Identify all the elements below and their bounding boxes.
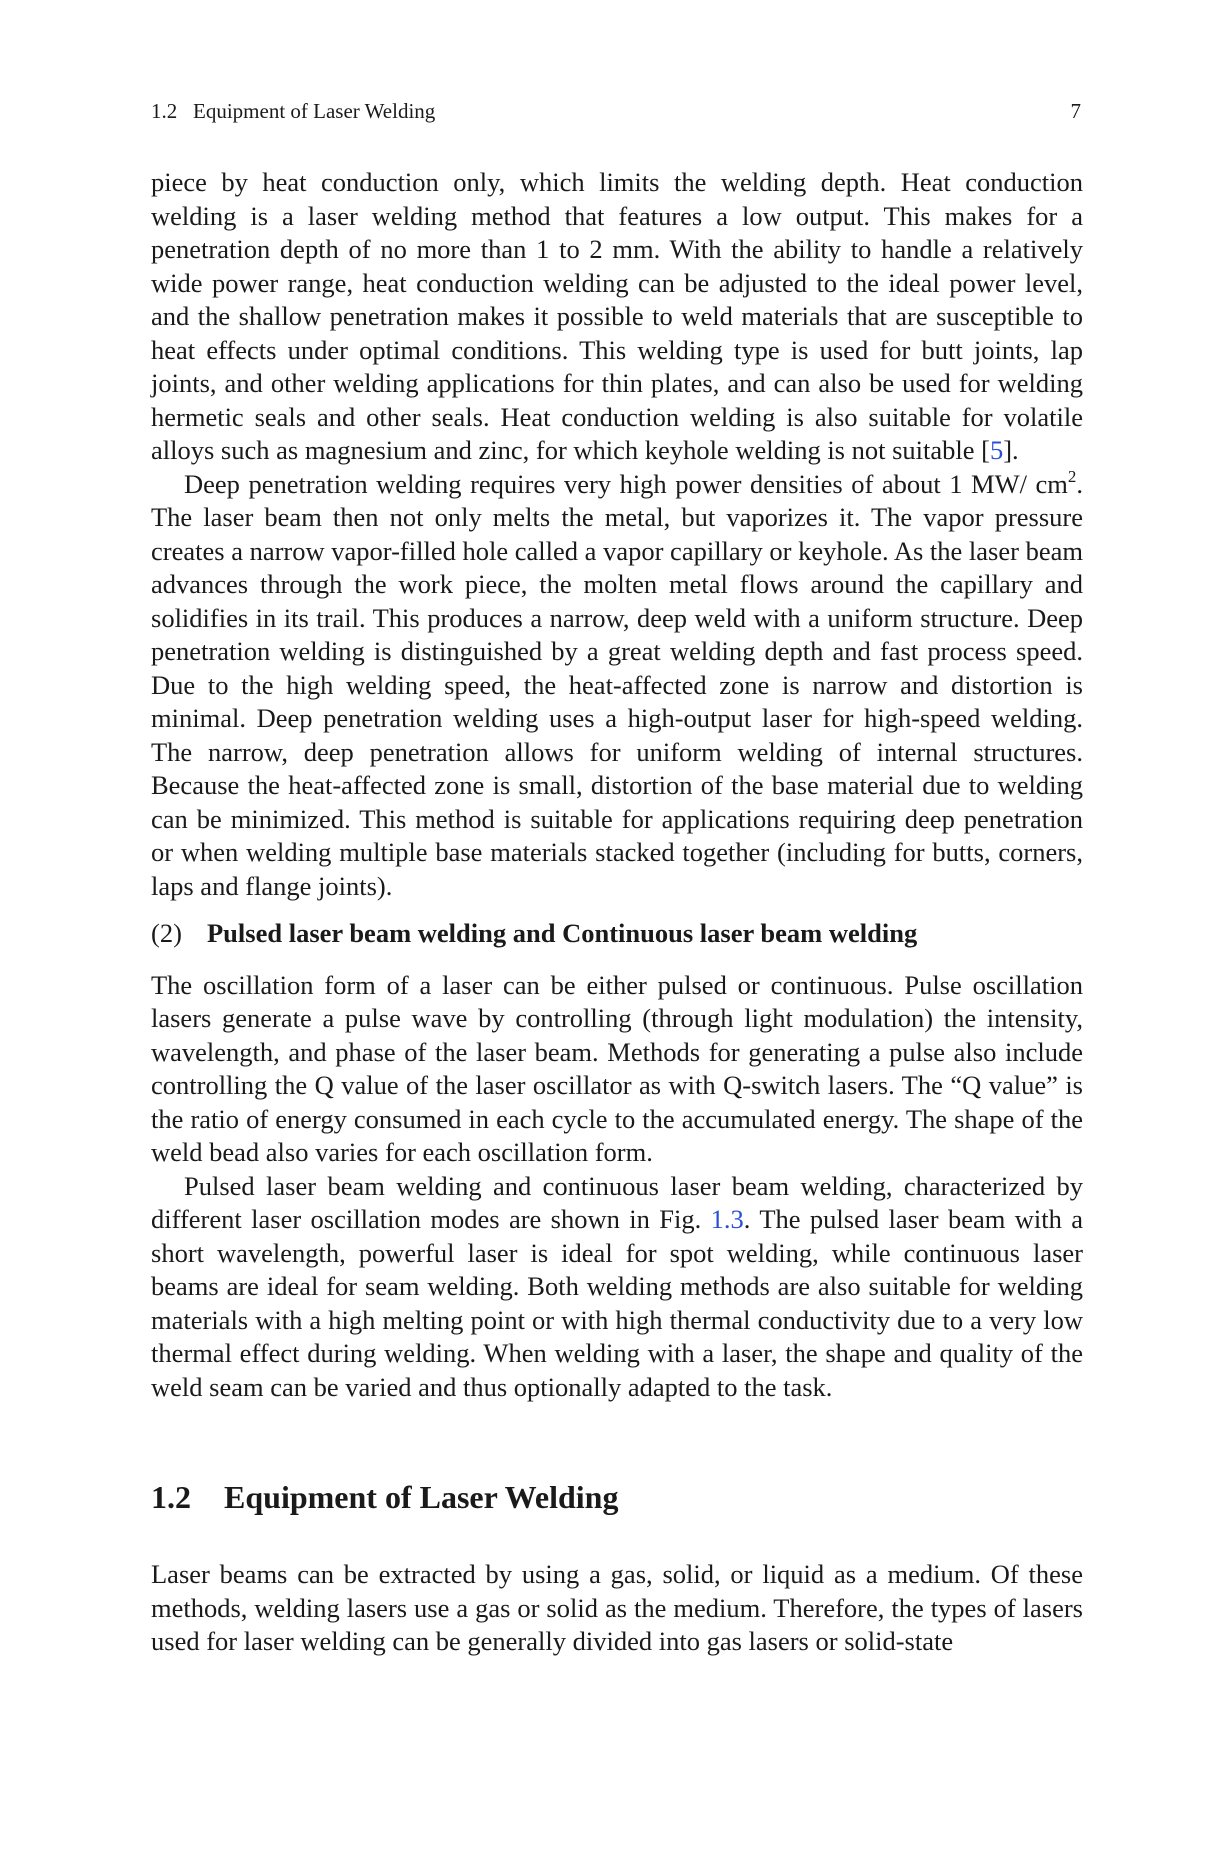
- paragraph-heat-conduction: [151, 166, 1083, 468]
- paragraph-equipment: [151, 1558, 1083, 1659]
- section-heading: [151, 1478, 1083, 1516]
- paragraph-text: ].: [1003, 435, 1019, 465]
- subsection-title: Pulsed laser beam welding and Continuous laser beam welding: [207, 918, 918, 948]
- subsection-number: (2): [151, 918, 182, 948]
- paragraph-text: . The pulsed laser beam with a short wavelength, powerful laser is ideal for spot welding, while continuous laser beams are ideal for seam welding. Both welding methods are also suitable for welding materials with a high melting point or with high thermal conductivity due to a very low thermal effect during welding. When welding with a laser, the shape and quality of the weld seam can be varied and thus optionally adapted to the task.: [151, 1204, 1083, 1402]
- running-head: [151, 98, 1081, 124]
- section-number: 1.2: [151, 1479, 191, 1515]
- paragraph-text: The oscillation form of a laser can be either pulsed or continuous. Pulse oscillation lasers generate a pulse wave by controlling (through light modulation) the intensity, wavelength, and phase of the laser beam. Methods for generating a pulse also include controlling the Q value of the laser oscillator as with Q-switch lasers. The “Q value” is the ratio of energy consumed in each cycle to the accumulated energy. The shape of the weld bead also varies for each oscillation form.: [151, 969, 1083, 1167]
- figure-link[interactable]: 1.3: [710, 1204, 744, 1234]
- subsection-heading: [151, 917, 1083, 951]
- paragraph-text: Laser beams can be extracted by using a gas, solid, or liquid as a medium. Of these methods, welding lasers use a gas or solid as the medium. Therefore, the types of lasers used for laser welding can be generally divided into gas lasers or solid-state: [151, 1559, 1083, 1656]
- citation-link[interactable]: 5: [989, 435, 1004, 465]
- paragraph-oscillation: [151, 969, 1083, 1170]
- running-title: 1.2 Equipment of Laser Welding: [151, 99, 436, 123]
- paragraph-text: Deep penetration welding requires very high power densities of about 1 MW/ cm: [184, 468, 1068, 499]
- page-body: [151, 166, 1083, 1659]
- section-title: Equipment of Laser Welding: [224, 1479, 619, 1515]
- paragraph-text: Pulsed laser beam welding and continuous laser beam welding, characterized by different laser oscillation modes are shown in Fig.: [151, 1170, 1083, 1234]
- paragraph-text: . The laser beam then not only melts the metal, but vaporizes it. The vapor pressure creates a narrow vapor-filled hole called a vapor capillary or keyhole. As the laser beam advances through the work piece, the molten metal flows around the capillary and solidifies in its trail. This produces a narrow, deep weld with a uniform structure. Deep penetration welding is distinguished by a great welding depth and fast process speed. Due to the high welding speed, the heat-affected zone is narrow and distortion is minimal. Deep penetration welding uses a high-output laser for high-speed welding. The narrow, deep penetration allows for uniform welding of internal structures. Because the heat-affected zone is small, distortion of the base material due to welding can be minimized. This method is suitable for applications requiring deep penetration or when welding multiple base materials stacked together (including for butts, corners, laps and flange joints).: [151, 468, 1083, 901]
- paragraph-deep-penetration: [151, 468, 1083, 904]
- paragraph-text: piece by heat conduction only, which limits the welding depth. Heat conduction welding is a laser welding method that features a low output. This makes for a penetration depth of no more than 1 to 2 mm. With the ability to handle a relatively wide power range, heat conduction welding can be adjusted to the ideal power level, and the shallow penetration makes it possible to weld materials that are susceptible to heat effects under optimal conditions. This welding type is used for butt joints, lap joints, and other welding applications for thin plates, and can also be used for welding hermetic seals and other seals. Heat conduction welding is also suitable for volatile alloys such as magnesium and zinc, for which keyhole welding is not suitable [: [151, 167, 1083, 465]
- paragraph-pulsed-continuous: [151, 1170, 1083, 1405]
- superscript: 2: [1067, 466, 1077, 486]
- page-number: 7: [1070, 99, 1081, 123]
